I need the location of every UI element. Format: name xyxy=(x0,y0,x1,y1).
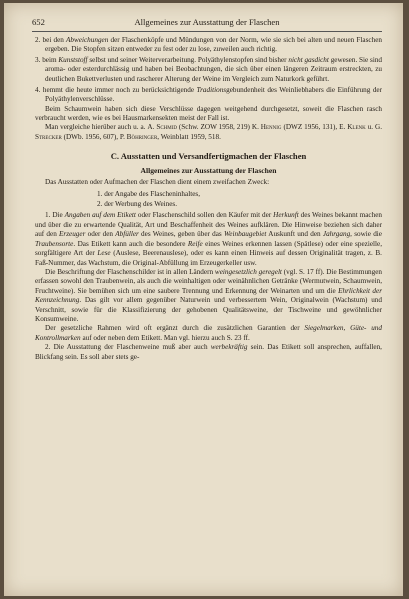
book-page xyxy=(4,3,403,596)
list-item-3: 3. beim Kunststoff selbst und seiner Weiterverarbeitung. Polyäthylenstopfen sind bisher nicht gasdicht gewesen. Sie sind aroma- oder esterdurchlässig und haben bei Beobachtungen, die sich über einen längeren Zeitraum erstreckten, zu deutlichen Bukettverlusten und rascherer Alterung der Weine im Vergleich zum Naturkork geführt. xyxy=(35,56,383,83)
page-body xyxy=(35,34,382,362)
page-header xyxy=(32,17,382,32)
purpose-item: 2. der Werbung des Weines. xyxy=(97,200,178,209)
running-title: Allgemeines zur Ausstattung der Flaschen xyxy=(134,17,280,27)
section-title: Allgemeines zur Ausstattung der Flaschen xyxy=(140,165,277,175)
purpose-list xyxy=(35,189,382,209)
paragraph-schaumwein: Beim Schaumwein haben sich diese Verschlüsse dagegen weitgehend durchgesetzt, soweit die Flaschen rasch verbraucht werden, wie es bei Hausmarkensekten meist der Fall ist. xyxy=(35,104,382,123)
page-number: 652 xyxy=(32,17,45,27)
references: Man vergleiche hierüber auch u. a. A. Schmid (Schw. ZOW 1958, 219) K. Hennig (DWZ 1956, 131), E. Klenk u. G. Strecker (DWb. 1956, 607), P. Böhringer, Weinblatt 1959, 518. xyxy=(35,123,382,141)
purpose-item: 1. der Angabe des Flascheninhaltes, xyxy=(97,190,200,199)
paragraph-zweck: Das Ausstatten oder Aufmachen der Flaschen dient einem zweifachen Zweck: xyxy=(45,178,270,187)
list-item-2: 2. bei den Abweichungen der Flaschenköpfe und Mündungen von der Norm, wie sie sich bei alten und neuen Flaschen ergeben. Die Stopfen sitzen entweder zu fest oder zu lose, zuweilen auch richtig. xyxy=(35,35,382,53)
chapter-title: C. Ausstatten und Versandfertigmachen der Flaschen xyxy=(110,151,307,162)
list-item-4: 4. hemmt die heute immer noch zu berücksichtigende Traditionsgebundenheit des Weinliebhabers die Einführung der Polyäthylenverschlüsse. xyxy=(35,85,382,104)
paragraph-rahmen: Der gesetzliche Rahmen wird oft ergänzt durch die zusätzlichen Garantien der Siegelmarken, Güte- und Kontrollmarken auf oder neben dem Etikett. Man vgl. hierzu auch S. 23 ff. xyxy=(35,324,382,342)
paragraph-werbung: 2. Die Ausstattung der Flaschenweine muß aber auch werbekräftig sein. Das Etikett soll ansprechen, auffallen, Blickfang sein. Es soll aber stets ge- xyxy=(35,343,382,361)
paragraph-beschriftung: Die Beschriftung der Flaschenschilder ist in allen Ländern weingesetzlich geregelt (vgl. S. 17 ff). Die Bestimmungen erfassen sowohl den Traubenwein, als auch die weinhaltigen oder weinähnlichen Getränke (Wermutwein, Schaumwein, Fruchtweine). Sie bemühen sich um eine saubere Trennung und Erkennung der Weinarten und um die Ehrlichkeit der Kennzeichnung. Das gilt vor allem gegenüber Naturwein und verbessertem Wein, Originalwein (Wachstum) und Verschnitt, sowie für die Klassifizierung der gehobenen Qualitätsweine, der Tischweine und gewöhnlicher Konsumweine. xyxy=(35,267,383,323)
paragraph-etikett: 1. Die Angaben auf dem Etikett oder Flaschenschild sollen den Käufer mit der Herkunft des Weines bekannt machen und über die zu erwartende Qualität, Art und Beschaffenheit des Weines aufklären. Die Hinweise beziehen sich daher auf den Erzeuger oder den Abfüller des Weines, geben über das Weinbaugebiet Auskunft und den Jahrgang, sowie die Traubensorte. Das Etikett kann auch die besondere Reife eines Weines erkennen lassen (Spätlese) oder eine spezielle, sorgfältigere Art der Lese (Auslese, Beerenauslese), oder es kann einen Hinweis auf dessen Originalität tragen, z. B. Faß-Nummer, das Wachstum, die Original-Abfüllung im Erzeugerkeller usw. xyxy=(35,211,382,267)
